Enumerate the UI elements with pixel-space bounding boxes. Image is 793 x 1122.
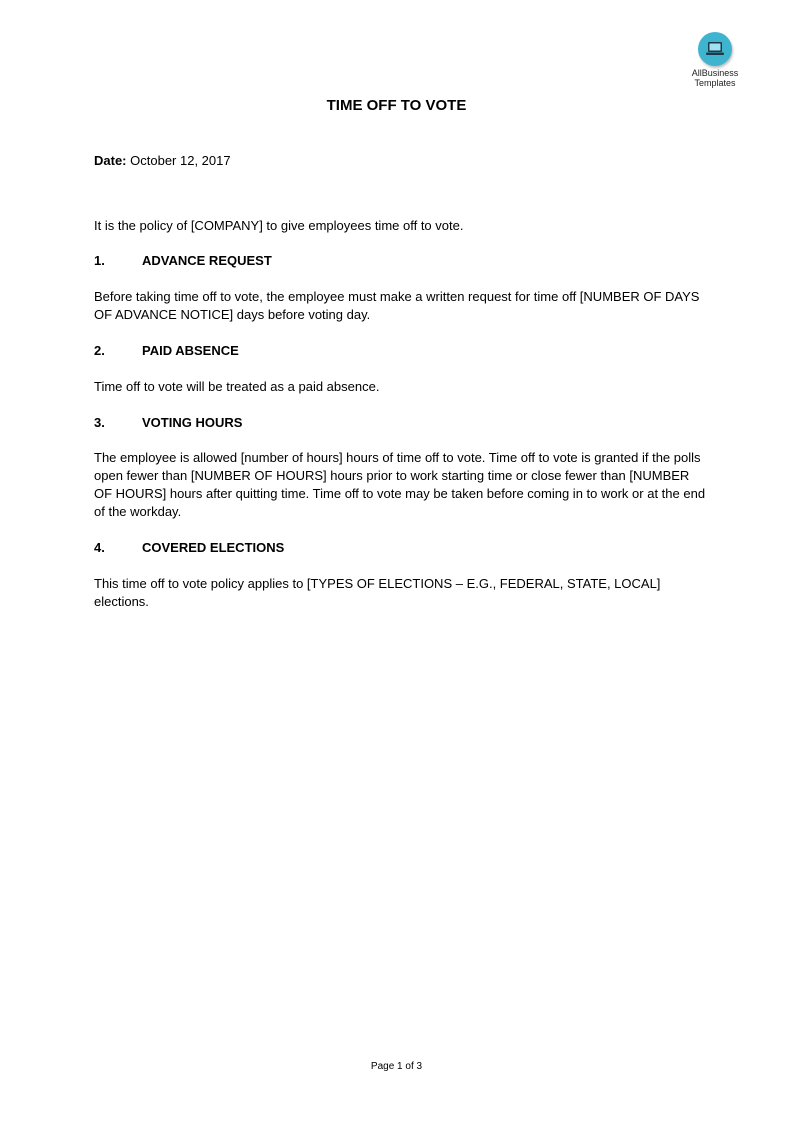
logo-line-2: Templates — [694, 78, 736, 88]
brand-logo — [680, 32, 750, 88]
section-heading-paid-absence — [94, 342, 706, 360]
section-body-voting-hours: The employee is allowed [number of hours] hours of time off to vote. Time off to vote is granted if the polls open fewer than [NUMBER OF HOURS] hours prior to work starting time or close fewer than [NUMBER OF HOURS] hours after quitting time. Time off to vote may be taken before coming in to work or at the end of the workday. — [94, 450, 706, 519]
section-title: PAID ABSENCE — [142, 343, 239, 358]
section-number: 3. — [94, 415, 105, 430]
section-heading-covered-elections — [94, 539, 706, 557]
date-value: October 12, 2017 — [130, 153, 231, 168]
date-line — [94, 152, 706, 170]
section-number: 4. — [94, 540, 105, 555]
section-title: COVERED ELECTIONS — [142, 540, 285, 555]
page-number-footer: Page 1 of 3 — [370, 1061, 423, 1072]
section-number: 2. — [94, 343, 105, 358]
section-title: ADVANCE REQUEST — [142, 253, 272, 268]
section-body-advance-request: Before taking time off to vote, the employee must make a written request for time off [NUMBER OF DAYS OF ADVANCE NOTICE] days before voting day. — [94, 289, 700, 322]
date-label: Date: — [94, 153, 127, 168]
section-heading-advance-request — [94, 252, 706, 270]
logo-text — [680, 68, 750, 88]
laptop-icon — [698, 32, 732, 66]
document-title: TIME OFF TO VOTE — [326, 97, 467, 114]
logo-line-1: AllBusiness — [691, 68, 739, 78]
section-heading-voting-hours — [94, 414, 706, 432]
section-title: VOTING HOURS — [142, 415, 243, 430]
section-body-covered-elections: This time off to vote policy applies to [TYPES OF ELECTIONS – E.G., FEDERAL, STATE, LOCAL] elections. — [94, 576, 661, 609]
section-number: 1. — [94, 253, 105, 268]
intro-paragraph: It is the policy of [COMPANY] to give employees time off to vote. — [94, 218, 464, 233]
section-body-paid-absence: Time off to vote will be treated as a paid absence. — [94, 379, 380, 394]
